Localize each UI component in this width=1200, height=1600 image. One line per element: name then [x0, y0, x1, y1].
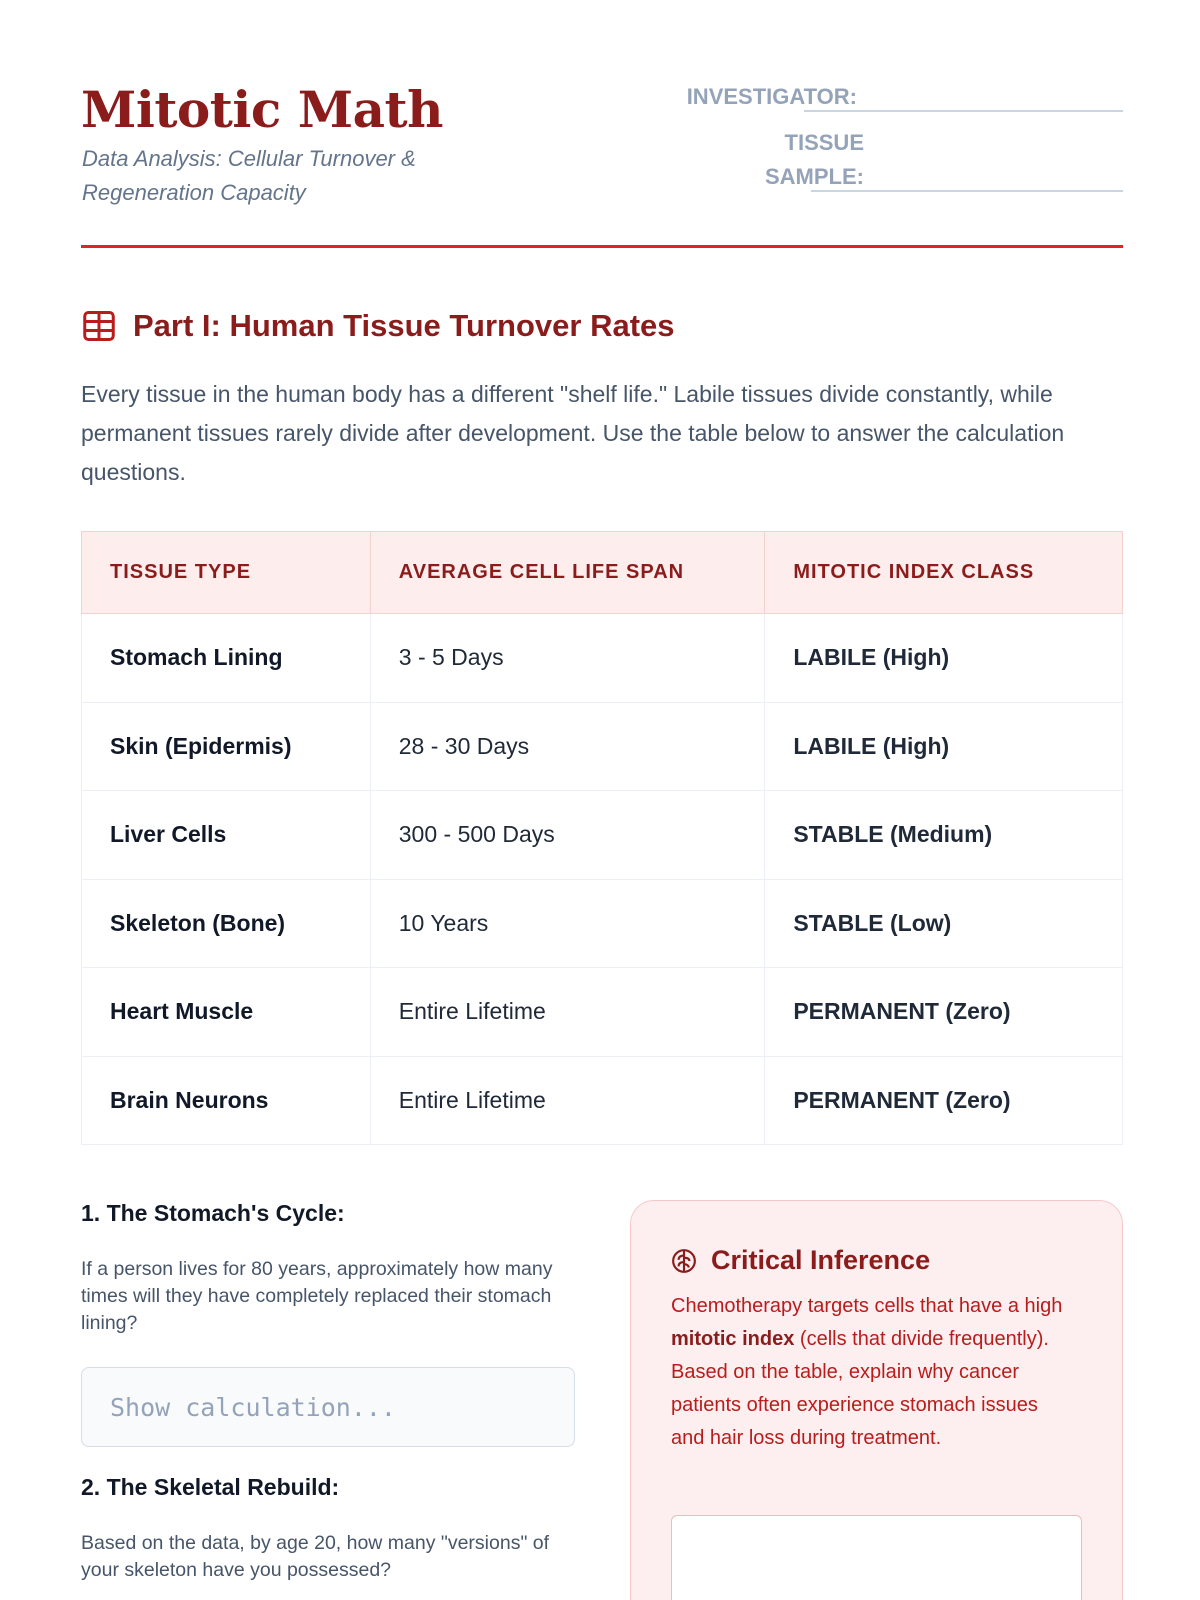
- critical-inference-heading: [671, 1245, 930, 1276]
- tissue-turnover-table: [81, 531, 1123, 1145]
- question-1-calculation-input[interactable]: [81, 1367, 575, 1447]
- tissue-sample-label-line2: SAMPLE:: [765, 164, 864, 189]
- question-1-body: If a person lives for 80 years, approximately how many times will they have completely replaced their stomach lining?: [81, 1258, 553, 1334]
- critical-inference-title: Critical Inference: [711, 1245, 931, 1275]
- table-icon: [81, 308, 117, 344]
- mitotic-class-cell: LABILE (High): [765, 614, 1123, 703]
- table-row: [82, 791, 1123, 880]
- tissue-cell: Brain Neurons: [82, 1056, 371, 1145]
- lifespan-cell: 28 - 30 Days: [370, 702, 765, 791]
- table-row: [82, 1056, 1123, 1145]
- worksheet-header: [81, 80, 1123, 250]
- question-1-title: 1. The Stomach's Cycle:: [81, 1200, 345, 1226]
- table-header-row: [82, 532, 1123, 614]
- inference-text-pre: Chemotherapy targets cells that have a high: [671, 1295, 1063, 1317]
- tissue-cell: Skin (Epidermis): [82, 702, 371, 791]
- lifespan-cell: 300 - 500 Days: [370, 791, 765, 880]
- mitotic-class-cell: STABLE (Medium): [765, 791, 1123, 880]
- section-heading: [81, 306, 675, 346]
- table-row: [82, 968, 1123, 1057]
- mitotic-class-cell: LABILE (High): [765, 702, 1123, 791]
- table-row: [82, 702, 1123, 791]
- page-title: Mitotic Math: [81, 80, 443, 139]
- mitotic-class-cell: PERMANENT (Zero): [765, 968, 1123, 1057]
- table-row: [82, 879, 1123, 968]
- section-intro: Every tissue in the human body has a different "shelf life." Labile tissues divide constantly, while permanent tissues rarely divide after development. Use the table below to answer the calculation questions.: [81, 381, 1065, 485]
- mitotic-class-cell: PERMANENT (Zero): [765, 1056, 1123, 1145]
- column-header-life-span: AVERAGE CELL LIFE SPAN: [370, 532, 765, 614]
- header-divider: [81, 245, 1123, 248]
- lifespan-cell: Entire Lifetime: [370, 968, 765, 1057]
- tissue-sample-label-line1: TISSUE: [784, 130, 864, 155]
- tissue-cell: Liver Cells: [82, 791, 371, 880]
- section-title: Part I: Human Tissue Turnover Rates: [133, 308, 675, 343]
- lifespan-cell: 3 - 5 Days: [370, 614, 765, 703]
- tissue-sample-field[interactable]: [811, 160, 1123, 192]
- tissue-cell: Stomach Lining: [82, 614, 371, 703]
- critical-inference-answer[interactable]: [671, 1515, 1082, 1600]
- tissue-cell: Skeleton (Bone): [82, 879, 371, 968]
- critical-inference-prompt: [671, 1290, 1071, 1455]
- page-subtitle: Data Analysis: Cellular Turnover & Regeneration Capacity: [82, 146, 416, 205]
- investigator-label: INVESTIGATOR:: [686, 84, 857, 109]
- inference-text-bold: mitotic index: [671, 1328, 795, 1350]
- column-header-tissue-type: TISSUE TYPE: [82, 532, 371, 614]
- tissue-cell: Heart Muscle: [82, 968, 371, 1057]
- lifespan-cell: 10 Years: [370, 879, 765, 968]
- mitotic-class-cell: STABLE (Low): [765, 879, 1123, 968]
- inference-text-post: (cells that divide frequently). Based on the table, explain why cancer patients often experience stomach issues and hair loss during treatment.: [671, 1328, 1049, 1449]
- table-row: [82, 614, 1123, 703]
- brain-icon: [671, 1248, 697, 1274]
- investigator-field[interactable]: [804, 80, 1123, 112]
- question-2-title: 2. The Skeletal Rebuild:: [81, 1474, 340, 1500]
- lifespan-cell: Entire Lifetime: [370, 1056, 765, 1145]
- column-header-mitotic-class: MITOTIC INDEX CLASS: [765, 532, 1123, 614]
- question-2-body: Based on the data, by age 20, how many "versions" of your skeleton have you possessed?: [81, 1532, 550, 1581]
- critical-inference-card: [630, 1200, 1123, 1600]
